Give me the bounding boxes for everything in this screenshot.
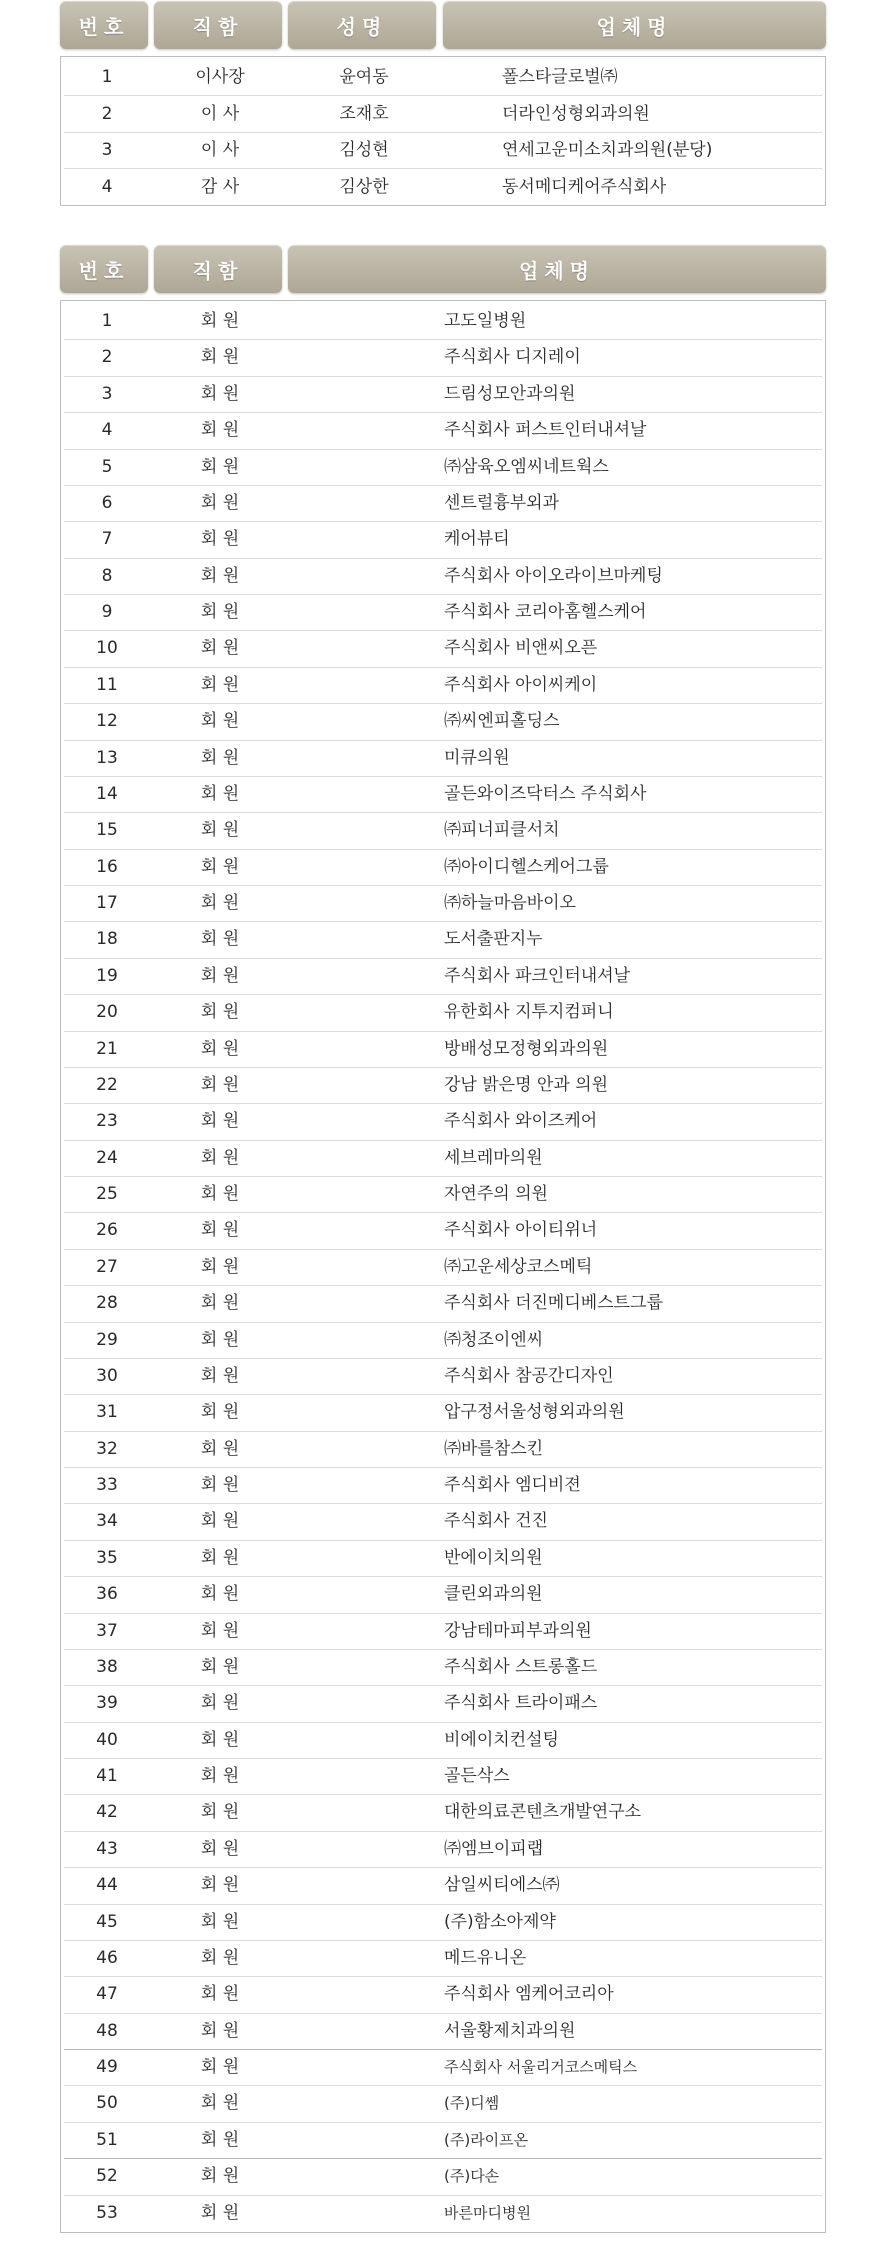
member-row-company: ㈜피너피클서치 bbox=[444, 820, 560, 841]
member-row-no: 28 bbox=[96, 1293, 118, 1314]
member-row-title: 회 원 bbox=[200, 1111, 240, 1132]
member-row bbox=[64, 339, 822, 376]
board-table bbox=[60, 56, 826, 206]
member-row-company: 드림성모안과의원 bbox=[444, 383, 576, 404]
member-row-company: 주식회사 아이티위너 bbox=[444, 1220, 598, 1241]
board-row bbox=[64, 132, 822, 169]
member-row-no: 16 bbox=[96, 856, 118, 877]
member-row-company: ㈜씨엔피홀딩스 bbox=[444, 711, 560, 732]
member-row bbox=[64, 1722, 822, 1759]
board-row-name: 김상한 bbox=[339, 176, 389, 197]
member-row-company: 메드유니온 bbox=[444, 1947, 527, 1968]
member-row-title: 회 원 bbox=[200, 893, 240, 914]
member-row-no: 20 bbox=[96, 1002, 118, 1023]
member-row bbox=[64, 994, 822, 1031]
member-row bbox=[64, 812, 822, 849]
member-row bbox=[64, 703, 822, 740]
member-row-title: 회 원 bbox=[200, 529, 240, 550]
board-row-company: 연세고운미소치과의원(분당) bbox=[502, 140, 713, 160]
member-row-company: ㈜아이디헬스케어그룹 bbox=[444, 856, 609, 877]
member-row-no: 34 bbox=[96, 1511, 118, 1532]
member-row bbox=[64, 1867, 822, 1904]
member-row-company: 케어뷰티 bbox=[444, 529, 510, 550]
member-row-title: 회 원 bbox=[200, 383, 240, 404]
member-row bbox=[64, 776, 822, 813]
member-row-company: 삼일씨티에스㈜ bbox=[444, 1875, 560, 1896]
member-row-title: 회 원 bbox=[200, 1766, 240, 1787]
member-row-no: 30 bbox=[96, 1365, 118, 1386]
member-row-no: 31 bbox=[96, 1402, 118, 1423]
member-row-no: 17 bbox=[96, 893, 118, 914]
member-row-no: 5 bbox=[101, 456, 113, 477]
member-row-company: ㈜청조이엔씨 bbox=[444, 1329, 544, 1350]
member-row-company: ㈜바를참스킨 bbox=[444, 1438, 544, 1459]
member-row-no: 39 bbox=[96, 1693, 118, 1714]
member-row bbox=[64, 1431, 822, 1468]
member-row-title: 회 원 bbox=[200, 1656, 240, 1677]
board-row bbox=[64, 96, 822, 133]
member-row-company: 주식회사 파크인터내셔날 bbox=[444, 965, 631, 986]
member-row-title: 회 원 bbox=[200, 565, 240, 586]
member-row-no: 3 bbox=[101, 383, 113, 404]
member-row-no: 37 bbox=[96, 1620, 118, 1641]
member-row bbox=[64, 1322, 822, 1359]
member-row-no: 47 bbox=[96, 1984, 118, 2005]
member-row-company: 강남 밝은명 안과 의원 bbox=[444, 1074, 609, 1095]
member-row-title: 회 원 bbox=[200, 1838, 240, 1859]
member-row-no: 21 bbox=[96, 1038, 118, 1059]
member-row-company: (주)다손 bbox=[444, 2167, 500, 2186]
member-row bbox=[64, 1467, 822, 1504]
member-row-title: 회 원 bbox=[200, 420, 240, 441]
member-row-company: (주)함소아제약 bbox=[444, 1911, 556, 1932]
member-row bbox=[64, 1103, 822, 1140]
member-row-no: 9 bbox=[101, 602, 113, 623]
member-row-company: 바른마디병원 bbox=[444, 2203, 531, 2222]
member-row-company: 비에이치컨설팅 bbox=[444, 1729, 559, 1750]
member-row bbox=[64, 1394, 822, 1431]
member-row bbox=[64, 449, 822, 486]
member-row-title: 회 원 bbox=[200, 1547, 240, 1568]
member-row-company: 세브레마의원 bbox=[444, 1147, 543, 1168]
members-header-no: 번호 bbox=[60, 245, 148, 293]
member-row-no: 11 bbox=[96, 674, 118, 695]
member-row-title: 회 원 bbox=[200, 1802, 240, 1823]
member-row-title: 회 원 bbox=[200, 1947, 240, 1968]
member-row-title: 회 원 bbox=[200, 711, 240, 732]
member-row bbox=[64, 1758, 822, 1795]
member-row bbox=[64, 2122, 822, 2159]
member-row-no: 49 bbox=[96, 2057, 118, 2078]
member-row bbox=[64, 1249, 822, 1286]
member-row bbox=[64, 667, 822, 704]
member-row-title: 회 원 bbox=[200, 1293, 240, 1314]
member-row-no: 6 bbox=[101, 492, 113, 513]
member-row bbox=[64, 958, 822, 995]
member-row-company: ㈜하늘마음바이오 bbox=[444, 893, 576, 914]
member-row-company: (주)라이프온 bbox=[444, 2130, 529, 2149]
member-row-title: 회 원 bbox=[200, 311, 240, 331]
member-row-company: 서울황제치과의원 bbox=[444, 2020, 576, 2041]
member-row-company: 골든삭스 bbox=[444, 1766, 510, 1787]
members-header bbox=[60, 245, 826, 293]
member-row-no: 44 bbox=[96, 1875, 118, 1896]
members-header-title: 직함 bbox=[154, 245, 282, 293]
member-row-company: 골든와이즈닥터스 주식회사 bbox=[444, 783, 647, 804]
member-row-title: 회 원 bbox=[200, 1620, 240, 1641]
member-row-company: 반에이치의원 bbox=[444, 1547, 543, 1568]
member-row bbox=[64, 1067, 822, 1104]
member-row bbox=[64, 1176, 822, 1213]
member-row-title: 회 원 bbox=[200, 1220, 240, 1241]
board-row-company: 폴스타글로벌㈜ bbox=[502, 67, 618, 87]
member-row bbox=[64, 2195, 822, 2231]
member-row-title: 회 원 bbox=[200, 856, 240, 877]
member-row bbox=[64, 1831, 822, 1868]
member-row-company: ㈜엠브이피랩 bbox=[444, 1838, 544, 1859]
member-row bbox=[64, 485, 822, 522]
member-row-title: 회 원 bbox=[200, 2093, 240, 2114]
member-row-no: 52 bbox=[96, 2166, 118, 2187]
member-row bbox=[64, 303, 822, 340]
member-row-company: 고도일병원 bbox=[444, 311, 527, 331]
member-row-no: 51 bbox=[96, 2129, 118, 2150]
board-row-no: 2 bbox=[101, 103, 113, 124]
member-row-company: 도서출판지누 bbox=[444, 929, 543, 950]
board-row-company: 동서메디케어주식회사 bbox=[502, 176, 667, 197]
member-row bbox=[64, 1358, 822, 1395]
member-row-company: 대한의료콘텐츠개발연구소 bbox=[444, 1802, 642, 1823]
member-row-no: 10 bbox=[96, 638, 118, 659]
member-row-company: 센트럴흉부외과 bbox=[444, 492, 559, 513]
member-row bbox=[64, 1576, 822, 1613]
member-row-no: 45 bbox=[96, 1911, 118, 1932]
member-row-company: (주)디쎔 bbox=[444, 2094, 500, 2113]
member-row-title: 회 원 bbox=[200, 1184, 240, 1205]
member-row-company: ㈜고운세상코스메틱 bbox=[444, 1256, 593, 1277]
board-row-no: 1 bbox=[101, 67, 113, 87]
member-row-no: 36 bbox=[96, 1584, 118, 1605]
member-row-title: 회 원 bbox=[200, 1693, 240, 1714]
member-row-title: 회 원 bbox=[200, 1729, 240, 1750]
member-row-title: 회 원 bbox=[200, 1984, 240, 2005]
member-row-no: 43 bbox=[96, 1838, 118, 1859]
member-row-company: 주식회사 엠케어코리아 bbox=[444, 1984, 614, 2005]
member-row-title: 회 원 bbox=[200, 2202, 240, 2223]
member-row-company: 주식회사 더진메디베스트그룹 bbox=[444, 1293, 663, 1314]
member-row bbox=[64, 1940, 822, 1977]
member-row bbox=[64, 885, 822, 922]
member-row bbox=[64, 921, 822, 958]
member-row-no: 25 bbox=[96, 1184, 118, 1205]
member-row-company: 강남테마피부과의원 bbox=[444, 1620, 592, 1641]
member-row-company: 주식회사 비앤씨오픈 bbox=[444, 638, 598, 659]
member-row-no: 48 bbox=[96, 2020, 118, 2041]
member-row-company: 주식회사 엠디비젼 bbox=[444, 1475, 581, 1496]
member-row-title: 회 원 bbox=[200, 820, 240, 841]
member-row bbox=[64, 1140, 822, 1177]
member-row bbox=[64, 412, 822, 449]
board-header bbox=[60, 1, 826, 49]
member-row-company: 방배성모정형외과의원 bbox=[444, 1038, 609, 1059]
member-row-no: 42 bbox=[96, 1802, 118, 1823]
member-row bbox=[64, 1976, 822, 2013]
board-header-no: 번호 bbox=[60, 1, 148, 49]
member-row-company: 클린외과의원 bbox=[444, 1584, 543, 1605]
member-row-no: 50 bbox=[96, 2093, 118, 2114]
member-row-no: 13 bbox=[96, 747, 118, 768]
member-row-title: 회 원 bbox=[200, 929, 240, 950]
member-row-no: 41 bbox=[96, 1766, 118, 1787]
member-row bbox=[64, 1540, 822, 1577]
board-header-company: 업체명 bbox=[443, 1, 826, 49]
member-row bbox=[64, 376, 822, 413]
member-row-title: 회 원 bbox=[200, 602, 240, 623]
member-row-no: 14 bbox=[96, 783, 118, 804]
member-row bbox=[64, 2013, 822, 2050]
member-row bbox=[64, 558, 822, 595]
member-row-company: 주식회사 디지레이 bbox=[444, 347, 581, 368]
member-row bbox=[64, 1794, 822, 1831]
member-row-title: 회 원 bbox=[200, 2020, 240, 2041]
member-row-no: 35 bbox=[96, 1547, 118, 1568]
member-row-company: 주식회사 코리아홈헬스케어 bbox=[444, 602, 647, 623]
board-row-no: 3 bbox=[101, 140, 113, 160]
member-row-no: 46 bbox=[96, 1947, 118, 1968]
member-row bbox=[64, 1503, 822, 1540]
member-row-title: 회 원 bbox=[200, 1002, 240, 1023]
member-row-title: 회 원 bbox=[200, 1875, 240, 1896]
members-table bbox=[60, 300, 826, 2233]
member-row-company: 미큐의원 bbox=[444, 747, 510, 768]
board-row-title: 이 사 bbox=[200, 140, 240, 160]
board-row-name: 김성현 bbox=[339, 140, 389, 160]
member-row bbox=[64, 849, 822, 886]
member-row bbox=[64, 521, 822, 558]
member-row-company: 주식회사 건진 bbox=[444, 1511, 548, 1532]
member-row-title: 회 원 bbox=[200, 783, 240, 804]
member-row-title: 회 원 bbox=[200, 1038, 240, 1059]
board-header-name: 성명 bbox=[288, 1, 436, 49]
member-row-no: 2 bbox=[101, 347, 113, 368]
member-row-no: 27 bbox=[96, 1256, 118, 1277]
member-row-title: 회 원 bbox=[200, 1147, 240, 1168]
board-row-title: 이 사 bbox=[200, 103, 240, 124]
member-row-no: 26 bbox=[96, 1220, 118, 1241]
member-row bbox=[64, 2049, 822, 2086]
member-row-no: 4 bbox=[101, 420, 113, 441]
member-row-no: 38 bbox=[96, 1656, 118, 1677]
member-row bbox=[64, 1285, 822, 1322]
member-row-no: 8 bbox=[101, 565, 113, 586]
member-row-no: 18 bbox=[96, 929, 118, 950]
member-row-company: 압구정서울성형외과의원 bbox=[444, 1402, 625, 1423]
member-row-title: 회 원 bbox=[200, 1438, 240, 1459]
member-row-no: 23 bbox=[96, 1111, 118, 1132]
member-row-company: 주식회사 참공간디자인 bbox=[444, 1365, 614, 1386]
member-row-title: 회 원 bbox=[200, 492, 240, 513]
board-row-company: 더라인성형외과의원 bbox=[502, 103, 650, 124]
member-row-company: 주식회사 서울리거코스메틱스 bbox=[444, 2058, 638, 2077]
member-row-company: 주식회사 퍼스트인터내셔날 bbox=[444, 420, 647, 441]
member-row-title: 회 원 bbox=[200, 1584, 240, 1605]
member-row-title: 회 원 bbox=[200, 1329, 240, 1350]
member-row-title: 회 원 bbox=[200, 1402, 240, 1423]
member-row-title: 회 원 bbox=[200, 674, 240, 695]
member-row bbox=[64, 2085, 822, 2122]
member-row-no: 32 bbox=[96, 1438, 118, 1459]
member-row bbox=[64, 1904, 822, 1941]
board-row-title: 감 사 bbox=[200, 176, 240, 197]
member-row-title: 회 원 bbox=[200, 1911, 240, 1932]
member-row-company: 주식회사 스트롱홀드 bbox=[444, 1656, 598, 1677]
member-row bbox=[64, 1031, 822, 1068]
member-row bbox=[64, 594, 822, 631]
member-row bbox=[64, 630, 822, 667]
members-header-company: 업체명 bbox=[288, 245, 826, 293]
member-row bbox=[64, 2158, 822, 2195]
member-row-no: 1 bbox=[101, 311, 113, 331]
member-row-title: 회 원 bbox=[200, 1256, 240, 1277]
member-row-no: 29 bbox=[96, 1329, 118, 1350]
member-row-company: 자연주의 의원 bbox=[444, 1184, 548, 1205]
member-row-company: ㈜삼육오엠씨네트웍스 bbox=[444, 456, 609, 477]
member-row bbox=[64, 1212, 822, 1249]
member-row-no: 19 bbox=[96, 965, 118, 986]
member-row-company: 유한회사 지투지컴퍼니 bbox=[444, 1002, 614, 1023]
member-row-title: 회 원 bbox=[200, 1074, 240, 1095]
member-row-title: 회 원 bbox=[200, 2129, 240, 2150]
member-row-company: 주식회사 트라이패스 bbox=[444, 1693, 598, 1714]
board-row bbox=[64, 169, 822, 205]
member-row-title: 회 원 bbox=[200, 456, 240, 477]
member-row bbox=[64, 1649, 822, 1686]
member-row-title: 회 원 bbox=[200, 1365, 240, 1386]
member-row-no: 15 bbox=[96, 820, 118, 841]
member-row-no: 12 bbox=[96, 711, 118, 732]
member-row-no: 33 bbox=[96, 1475, 118, 1496]
board-header-title: 직함 bbox=[154, 1, 282, 49]
member-row-no: 40 bbox=[96, 1729, 118, 1750]
member-row bbox=[64, 1613, 822, 1650]
member-row-no: 22 bbox=[96, 1074, 118, 1095]
member-row-no: 24 bbox=[96, 1147, 118, 1168]
member-row-company: 주식회사 아이오라이브마케팅 bbox=[444, 565, 663, 586]
member-row-title: 회 원 bbox=[200, 1511, 240, 1532]
member-row-title: 회 원 bbox=[200, 1475, 240, 1496]
board-row-name: 조재호 bbox=[339, 103, 389, 124]
member-row-company: 주식회사 아이씨케이 bbox=[444, 674, 598, 695]
board-row-name: 윤여동 bbox=[339, 67, 389, 87]
member-row-title: 회 원 bbox=[200, 747, 240, 768]
member-row-title: 회 원 bbox=[200, 965, 240, 986]
member-row-no: 53 bbox=[96, 2202, 118, 2223]
board-row-title: 이사장 bbox=[195, 67, 245, 87]
member-row-company: 주식회사 와이즈케어 bbox=[444, 1111, 598, 1132]
member-row bbox=[64, 1685, 822, 1722]
member-row-no: 7 bbox=[101, 529, 113, 550]
member-row-title: 회 원 bbox=[200, 638, 240, 659]
member-row bbox=[64, 740, 822, 777]
board-row-no: 4 bbox=[101, 176, 113, 197]
member-row-title: 회 원 bbox=[200, 2166, 240, 2187]
member-row-title: 회 원 bbox=[200, 347, 240, 368]
member-row-title: 회 원 bbox=[200, 2057, 240, 2078]
board-row bbox=[64, 59, 822, 96]
